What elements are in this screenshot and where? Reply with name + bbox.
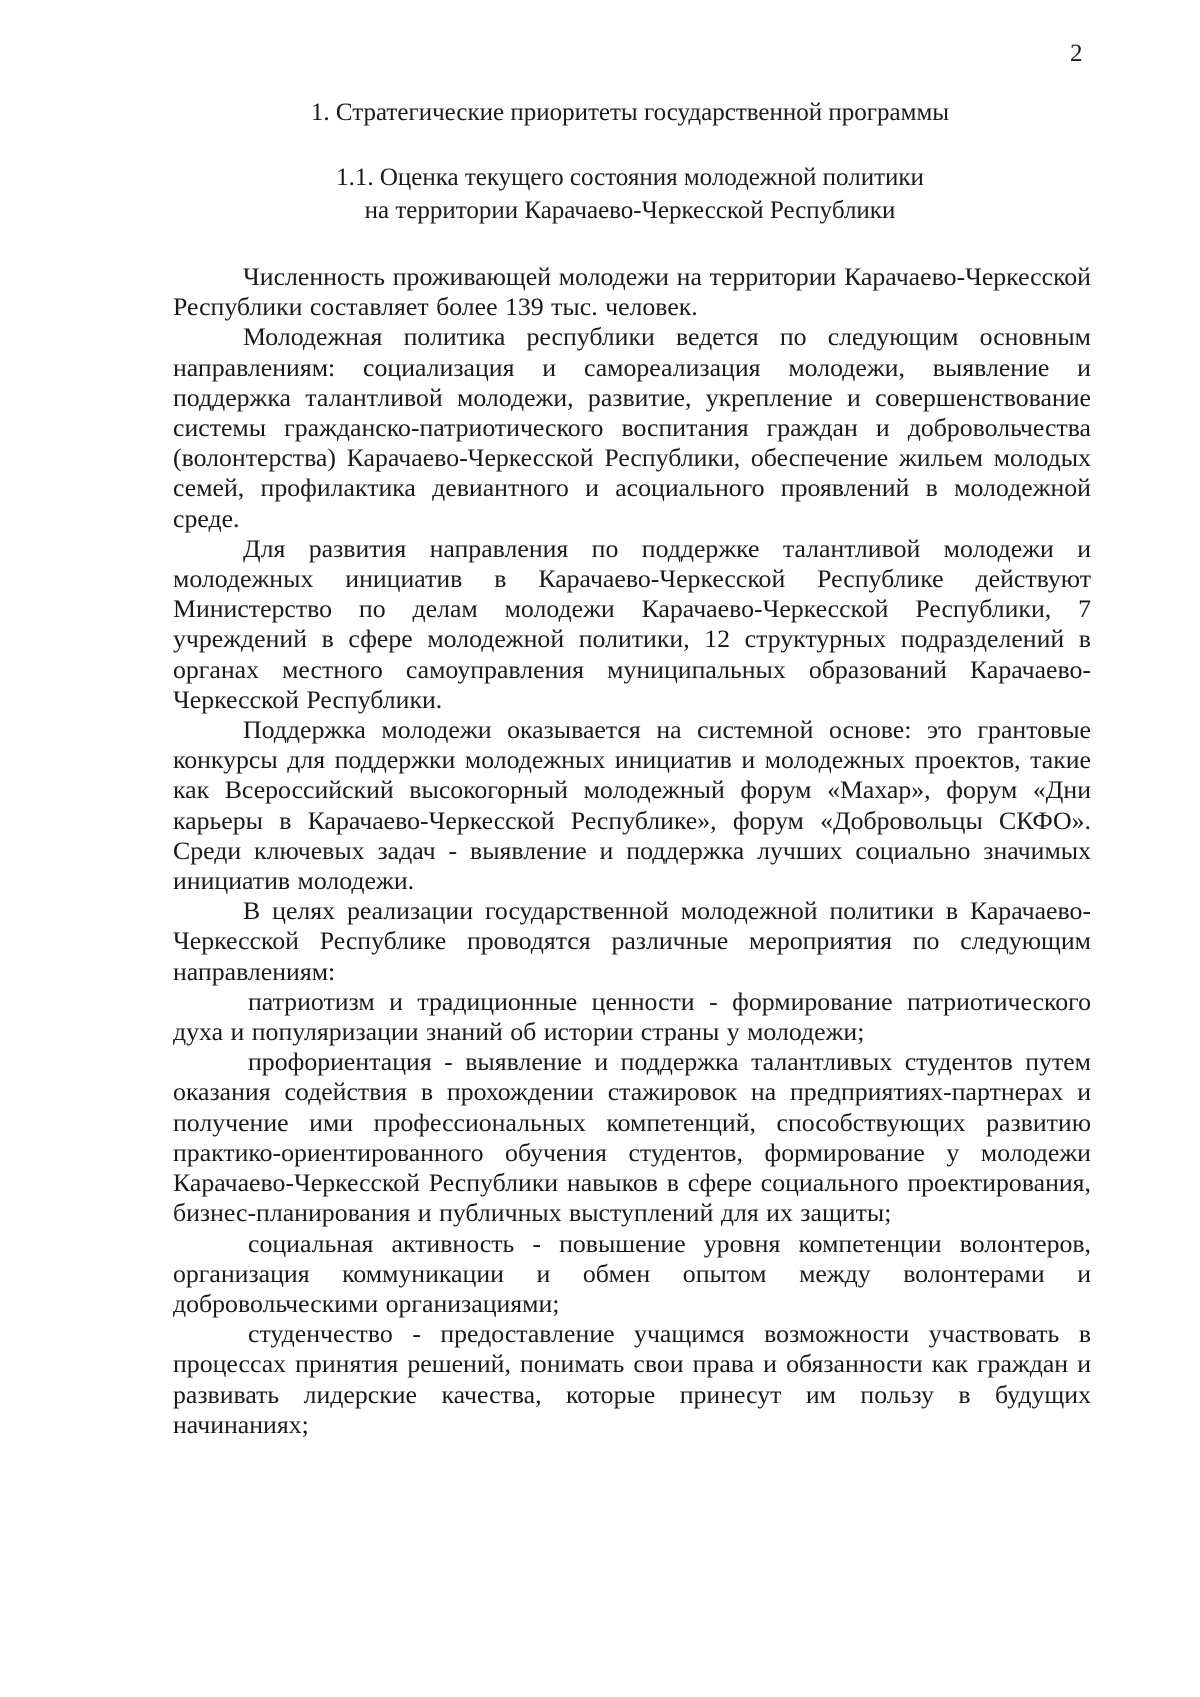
paragraph-youth-population: Численность проживающей молодежи на территории Карачаево-Черкесской Республики составляет более 139 тыс. человек. (173, 262, 1091, 322)
list-item-social-activity: социальная активность - повышение уровня компетенции волонтеров, организация коммуникации и обмен опытом между волонтерами и добровольческими организациями; (173, 1228, 1091, 1318)
list-item-career-guidance: профориентация - выявление и поддержка талантливых студентов путем оказания содействия в прохождении стажировок на предприятиях-партнерах и получение ими профессиональных компетенций, способствующих развитию практико-ориентированного обучения студентов, формирование у молодежи Карачаево-Черкесской Республики навыков в сфере социального проектирования, бизнес-планирования и публичных выступлений для их защиты; (173, 1047, 1091, 1228)
document-body (173, 262, 1091, 1440)
paragraph-policy-directions: Молодежная политика республики ведется по следующим основным направлениям: социализация и самореализация молодежи, выявление и поддержка талантливой молодежи, развитие, укрепление и совершенствование системы гражданско-патриотического воспитания граждан и добровольчества (волонтерства) Карачаево-Черкесской Республики, обеспечение жильем молодых семей, профилактика девиантного и асоциального проявлений в молодежной среде. (173, 322, 1091, 533)
subsection-heading-line-2: на территории Карачаево-Черкесской Республики (364, 197, 896, 224)
page-number: 2 (1070, 40, 1083, 67)
subsection-heading-line-1: 1.1. Оценка текущего состояния молодежной политики (336, 164, 924, 191)
paragraph-institutions: Для развития направления по поддержке талантливой молодежи и молодежных инициатив в Карачаево-Черкесской Республике действуют Министерство по делам молодежи Карачаево-Черкесской Республики, 7 учреждений в сфере молодежной политики, 12 структурных подразделений в органах местного самоуправления муниципальных образований Карачаево-Черкесской Республики. (173, 533, 1091, 714)
list-item-patriotism: патриотизм и традиционные ценности - формирование патриотического духа и популяризации знаний об истории страны у молодежи; (173, 986, 1091, 1047)
paragraph-activity-directions: В целях реализации государственной молодежной политики в Карачаево-Черкесской Республике проводятся различные мероприятия по следующим направлениям: (173, 896, 1091, 986)
section-heading: 1. Стратегические приоритеты государственной программы (310, 99, 950, 126)
list-item-students: студенчество - предоставление учащимся возможности участвовать в процессах принятия решений, понимать свои права и обязанности как граждан и развивать лидерские качества, которые принесут им пользу в будущих начинаниях; (173, 1319, 1091, 1439)
paragraph-support-grants: Поддержка молодежи оказывается на системной основе: это грантовые конкурсы для поддержки молодежных инициатив и молодежных проектов, такие как Всероссийский высокогорный молодежный форум «Махар», форум «Дни карьеры в Карачаево-Черкесской Республике», форум «Добровольцы СКФО». Среди ключевых задач - выявление и поддержка лучших социально значимых инициатив молодежи. (173, 715, 1091, 896)
subsection-heading (175, 161, 1085, 227)
